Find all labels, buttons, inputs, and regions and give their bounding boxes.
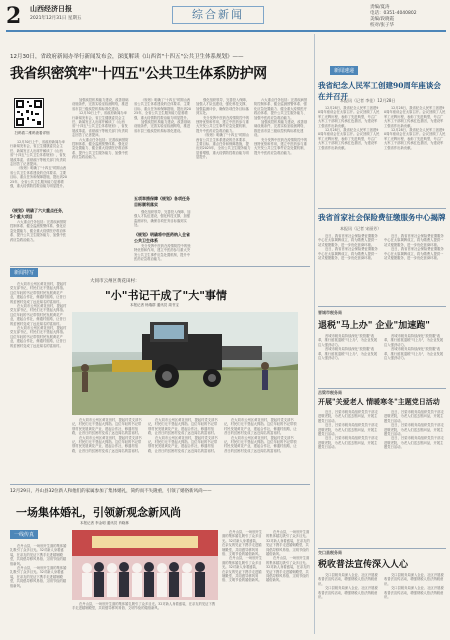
lead-column-3c — [134, 244, 192, 264]
lead-subhead-1: 《规划》明确了六大重点任务，5个重大项目 — [10, 208, 66, 219]
right-paragraph: 12月28日，我省纪念人民军工创建90周年座谈会在太原召开。会议回顾了人民军工光辉历程，表彰了先进典型，号召广大军工干部职工传承红色基因，为建设军工强省作出新贡献。 — [384, 128, 446, 150]
right-paragraph: 近日，吕梁市税务局组织党员干部走进敬老院，为老人们送去慰问品，开展主题党日活动。 — [384, 436, 444, 450]
feature-2-headline: 一场集体婚礼，引领新观念新风尚 — [16, 506, 181, 519]
feature-2-lead: 12月29日，丹山县32位新人和他们的家属参加了集体婚礼，简约而不失隆重，引领了婚俗新风尚—— — [10, 489, 212, 494]
qr-code[interactable] — [14, 98, 44, 128]
masthead-rule — [6, 30, 446, 32]
lead-column-5 — [254, 98, 309, 264]
lead-column-2 — [72, 98, 130, 264]
right-story-2-title: 我省首家社会保险费征缴服务中心揭牌 — [318, 213, 446, 222]
lead-paragraph: 《规划》明确了"十四五"时期山西省公共卫生体系建设的总体要求、主要目标、重点任务和保障措施，提出到2025年，全省公共卫生服务能力显著增强，重大疫情防控救治能力明显提升。 — [10, 166, 67, 189]
feature-1-column-2 — [72, 418, 144, 482]
lead-paragraph: 充分发挥中医药在疫情防控中的独特优势和作用，建立中医药参与重大突发公共卫生事件应急处置机制，提升中医药应急救治能力。 — [254, 137, 308, 155]
right-divider — [318, 548, 446, 549]
tax-2-title: 开展"关爱老人 情暖寒冬"主题党日活动 — [318, 397, 440, 406]
checker-line: 校对/张子华 — [370, 23, 395, 28]
lead-column-3 — [134, 98, 192, 193]
right-story-2-column-2 — [384, 234, 446, 304]
feature-paragraph: 在大同市云州区黄花田村，提起村党支部书记，村民们无不竖起大拇指。这位年轻的书记带领村民发展黄花产业，建起合作社，修通村组路，让昔日的贫困村变成了远近闻名的富裕村。 — [148, 418, 218, 436]
feature-1-column-3 — [148, 418, 220, 482]
right-story-1-title: 我省纪念人民军工创建90周年座谈会在并召开 — [318, 81, 441, 101]
lead-paragraph: 《规划》明确了"十四五"时期山西省公共卫生体系建设的总体要求、主要目标、重点任务和保障措施，提出到2025年，全省公共卫生服务能力显著增强，重大疫情防控救治能力明显提升。 — [196, 133, 251, 160]
harvester-photo-image — [72, 312, 298, 415]
right-paragraph: 晋城市税务局持续深化"放管服"改革，推行留抵退税"马上办"，为企业发展注入强劲动力。 — [384, 347, 444, 361]
right-paragraph: 交口县税务局深入企业、社区开展税收普法宣传活动，增强纳税人依法纳税意识。 — [384, 586, 444, 600]
right-story-1-column-1 — [318, 106, 380, 206]
feature-paragraph: 在丹山县，一场别开生面的集体婚礼吸引了众多目光。32对新人身着盛装，在亲友的见证下携手走进婚姻殿堂，共同倡导移风易俗、文明节俭的婚俗新风。 — [222, 556, 262, 583]
lead-subhead-2: 五项举措保障《规划》各项任务目标顺利落实 — [134, 196, 190, 207]
lead-paragraph: 12月30日上午，省政府新闻办举行新闻发布会，省卫生健康委员会主任、新闻发言人出席并解读了《山西省"十四五"公共卫生体系规划》，省发展改革委、省财政厅等相关部门负责同志回答了记者提问。 — [10, 140, 67, 167]
tax-2-column-2 — [384, 410, 446, 546]
right-paragraph: 近日，我省首家社会保险费征缴服务中心在太原揭牌成立，将为缴费人提供一站式便捷服务，进一步优化营商环境。 — [318, 247, 378, 261]
feature-2-column-4 — [266, 530, 310, 636]
right-paragraph: 近日，我省首家社会保险费征缴服务中心在太原揭牌成立，将为缴费人提供一站式便捷服务，进一步优化营商环境。 — [318, 234, 378, 247]
right-story-1-column-2 — [384, 106, 446, 206]
editor-line: 责编/夏涛 — [370, 5, 390, 10]
feature-paragraph: 在大同市云州区黄花田村，提起村党支部书记，村民们无不竖起大拇指。这位年轻的书记带领村民发展黄花产业，建起合作社，修通村组路，让昔日的贫困村变成了远近闻名的富裕村。 — [148, 435, 218, 453]
feature-1-column-1 — [10, 282, 68, 482]
feature-1-headline: "小"书记干成了"大"事情 — [105, 289, 227, 302]
date-line: 2021年12月31日 星期五 — [30, 16, 82, 21]
qr-caption: 扫码看二维码查看详细 — [14, 131, 50, 135]
feature-2-column-3 — [222, 530, 262, 636]
right-paragraph: 12月28日，我省纪念人民军工创建90周年座谈会在太原召开。会议回顾了人民军工光辉历程，表彰了先进典型，号召广大军工干部职工传承红色基因，为建设军工强省作出新贡献。 — [318, 106, 380, 128]
lead-paragraph: 加强疾控机构能力建设，改善基础设施条件，完善实验室检测网络，推进省市县三级疾控机构标准化建设。 — [72, 98, 129, 111]
lead-paragraph: 加强疾控机构能力建设，改善基础设施条件，完善实验室检测网络，推进省市县三级疾控机构标准化建设。 — [134, 120, 191, 133]
paper-name: 山西经济日报 — [30, 5, 72, 13]
feature-2-byline: 本报记者 李金明 通讯员 肖晓林 — [80, 521, 129, 525]
harvester-photo — [72, 312, 298, 415]
feature-paragraph: 在大同市云州区黄花田村，提起村党支部书记，村民们无不竖起大拇指。这位年轻的书记带领村民发展黄花产业，建起合作社，修通村组路，让昔日的贫困村变成了远近闻名的富裕村。 — [224, 435, 297, 453]
feature-2-column-1 — [10, 544, 68, 636]
feature-2-column-2 — [72, 602, 218, 636]
lead-column-1b — [10, 220, 68, 262]
right-paragraph: 晋城市税务局持续深化"放管服"改革，推行留抵退税"马上办"，为企业发展注入强劲动力。 — [318, 347, 378, 361]
lead-paragraph: 充分发挥中医药在疫情防控中的独特优势和作用，建立中医药参与重大突发公共卫生事件应急处置机制，提升中医药应急救治能力。 — [134, 244, 191, 262]
right-paragraph: 晋城市税务局持续深化"放管服"改革，推行留抵退税"马上办"，为企业发展注入强劲动力。 — [384, 334, 444, 347]
right-paragraph: 近日，我省首家社会保险费征缴服务中心在太原揭牌成立，将为缴费人提供一站式便捷服务，进一步优化营商环境。 — [384, 234, 444, 247]
feature-paragraph: 在大同市云州区黄花田村，提起村党支部书记，村民们无不竖起大拇指。这位年轻的书记带领村民发展黄花产业，建起合作社，修通村组路，让昔日的贫困村变成了远近闻名的富裕村。 — [224, 418, 297, 436]
feature-paragraph: 在大同市云州区黄花田村，提起村党支部书记，村民们无不竖起大拇指。这位年轻的书记带领村民发展黄花产业，建起合作社，修通村组路，让昔日的贫困村变成了远近闻名的富裕村。 — [10, 326, 67, 348]
phone-line: 电话：0351-4040802 — [370, 11, 417, 16]
right-paragraph: 近日，吕梁市税务局组织党员干部走进敬老院，为老人们送去慰问品，开展主题党日活动。 — [318, 436, 378, 450]
tax-1-title: 退税"马上办" 企业"加速跑" — [318, 321, 430, 331]
lead-kicker: 12月30日，省政府新闻办举行新闻发布会，深度解读《山西省"十四五"公共卫生体系规划》—— — [10, 54, 244, 60]
feature-paragraph: 在大同市云州区黄花田村，提起村党支部书记，村民们无不竖起大拇指。这位年轻的书记带领村民发展黄花产业，建起合作社，修通村组路，让昔日的贫困村变成了远近闻名的富裕村。 — [10, 304, 67, 326]
right-story-2-byline: 本报讯（记者 宋丽芳） — [340, 226, 382, 231]
right-divider — [318, 306, 446, 307]
column-tab: 新闻特写 — [10, 268, 38, 277]
tax-3-column-1 — [318, 573, 380, 636]
tax-1-tag: 晋城市税务局 — [318, 310, 342, 315]
right-divider — [318, 388, 446, 389]
lead-headline: 我省织密筑牢"十四五"公共卫生体系防护网 — [10, 66, 267, 82]
lead-subhead-3: 《规划》明确将中医药纳入全省公共卫生体系 — [134, 232, 190, 243]
tax-3-tag: 交口县税务局 — [318, 550, 342, 555]
right-paragraph: 近日，我省首家社会保险费征缴服务中心在太原揭牌成立，将为缴费人提供一站式便捷服务，进一步优化营商环境。 — [384, 247, 444, 261]
section-divider — [10, 266, 310, 267]
right-paragraph: 12月28日，我省纪念人民军工创建90周年座谈会在太原召开。会议回顾了人民军工光辉历程，表彰了先进典型，号召广大军工干部职工传承红色基因，为建设军工强省作出新贡献。 — [384, 106, 446, 128]
feature-paragraph: 在大同市云州区黄花田村，提起村党支部书记，村民们无不竖起大拇指。这位年轻的书记带领村民发展黄花产业，建起合作社，修通村组路，让昔日的贫困村变成了远近闻名的富裕村。 — [10, 282, 67, 304]
wedding-photo-image — [72, 530, 218, 600]
tax-2-column-1 — [318, 410, 380, 546]
page-number: 2 — [6, 3, 22, 29]
right-paragraph: 近日，吕梁市税务局组织党员干部走进敬老院，为老人们送去慰问品，开展主题党日活动。 — [384, 410, 444, 423]
feature-paragraph: 在大同市云州区黄花田村，提起村党支部书记，村民们无不竖起大拇指。这位年轻的书记带领村民发展黄花产业，建起合作社，修通村组路，让昔日的贫困村变成了远近闻名的富裕村。 — [72, 418, 142, 436]
tax-3-column-2 — [384, 573, 446, 636]
section-divider — [10, 484, 310, 485]
right-paragraph: 近日，吕梁市税务局组织党员干部走进敬老院，为老人们送去慰问品，开展主题党日活动。 — [318, 410, 378, 423]
tax-1-column-2 — [384, 334, 446, 386]
lead-paragraph: 充分发挥中医药在疫情防控中的独特优势和作用，建立中医药参与重大突发公共卫生事件应急处置机制，提升中医药应急救治能力。 — [196, 115, 250, 133]
lead-paragraph: 强化组织领导，完善投入保障，加强人才队伍建设，强化科技支撑，加强监测评价，确保各项任务目标落到实处。 — [196, 98, 250, 116]
right-paragraph: 交口县税务局深入企业、社区开展税收普法宣传活动，增强纳税人依法纳税意识。 — [384, 573, 444, 586]
tax-1-column-1 — [318, 334, 380, 386]
lead-column-3b — [134, 210, 192, 230]
right-story-1-byline: 本报讯（记者 李佳）12月28日 — [340, 98, 396, 103]
right-paragraph: 近日，吕梁市税务局组织党员干部走进敬老院，为老人们送去慰问品，开展主题党日活动。 — [384, 423, 444, 437]
right-tab: 新闻速递 — [330, 66, 358, 75]
feature-paragraph: 在丹山县，一场别开生面的集体婚礼吸引了众多目光。32对新人身着盛装，在亲友的见证下携手走进婚姻殿堂，共同倡导移风易俗、文明节俭的婚俗新风。 — [10, 544, 67, 566]
lead-paragraph: 强化组织领导，完善投入保障，加强人才队伍建设，强化科技支撑，加强监测评价，确保各项任务目标落到实处。 — [134, 210, 191, 228]
feature-1-column-4 — [224, 418, 298, 482]
tax-3-title: 税收普法宣传深入人心 — [318, 560, 409, 570]
right-paragraph: 12月28日，我省纪念人民军工创建90周年座谈会在太原召开。会议回顾了人民军工光辉历程，表彰了先进典型，号召广大军工干部职工传承红色基因，为建设军工强省作出新贡献。 — [318, 128, 380, 150]
lead-paragraph: 六大重点任务包括：完善疾病预防控制体系、健全监测预警体系、强化应急处置能力、健全重大疫情医疗救治体系、提升公共卫生服务能力、加强中医药应急救治能力。 — [72, 137, 129, 160]
right-paragraph: 近日，吕梁市税务局组织党员干部走进敬老院，为老人们送去慰问品，开展主题党日活动。 — [318, 423, 378, 437]
feature-1-byline: 本报记者 杨瑞群 通讯员 周书宝 — [130, 303, 179, 307]
section-label: 综合新闻 — [172, 6, 264, 24]
feature-paragraph: 在丹山县，一场别开生面的集体婚礼吸引了众多目光。32对新人身着盛装，在亲友的见证下携手走进婚姻殿堂，共同倡导移风易俗、文明节俭的婚俗新风。 — [72, 602, 216, 611]
tax-2-tag: 吕梁市税务局 — [318, 390, 342, 395]
designer-line: 美编/段晓霞 — [370, 17, 395, 22]
feature-paragraph: 在丹山县，一场别开生面的集体婚礼吸引了众多目光。32对新人身着盛装，在亲友的见证下携手走进婚姻殿堂，共同倡导移风易俗、文明节俭的婚俗新风。 — [266, 530, 310, 557]
right-paragraph: 交口县税务局深入企业、社区开展税收普法宣传活动，增强纳税人依法纳税意识。 — [318, 586, 378, 600]
feature-paragraph: 在丹山县，一场别开生面的集体婚礼吸引了众多目光。32对新人身着盛装，在亲友的见证下携手走进婚姻殿堂，共同倡导移风易俗、文明节俭的婚俗新风。 — [266, 556, 310, 583]
feature-1-lead: 大同市云州区黄花田村： — [90, 279, 140, 284]
right-paragraph: 交口县税务局深入企业、社区开展税收普法宣传活动，增强纳税人依法纳税意识。 — [318, 573, 378, 586]
lead-paragraph: 加强疾控机构能力建设，改善基础设施条件，完善实验室检测网络，推进省市县三级疾控机构标准化建设。 — [254, 120, 308, 138]
lead-paragraph: 12月30日上午，省政府新闻办举行新闻发布会，省卫生健康委员会主任、新闻发言人出席并解读了《山西省"十四五"公共卫生体系规划》，省发展改革委、省财政厅等相关部门负责同志回答了记者提问。 — [72, 111, 129, 138]
feature-paragraph: 在丹山县，一场别开生面的集体婚礼吸引了众多目光。32对新人身着盛装，在亲友的见证下携手走进婚姻殿堂，共同倡导移风易俗、文明节俭的婚俗新风。 — [10, 566, 67, 588]
qr-code-icon — [15, 99, 43, 127]
column-separator — [314, 34, 315, 634]
feature-2-tab: 一线传真 — [10, 530, 38, 539]
right-divider — [318, 208, 446, 209]
right-story-2-column-1 — [318, 234, 380, 304]
lead-paragraph: 六大重点任务包括：完善疾病预防控制体系、健全监测预警体系、强化应急处置能力、健全重大疫情医疗救治体系、提升公共卫生服务能力、加强中医药应急救治能力。 — [10, 220, 67, 242]
right-paragraph: 晋城市税务局持续深化"放管服"改革，推行留抵退税"马上办"，为企业发展注入强劲动力。 — [318, 334, 378, 347]
lead-paragraph: 《规划》明确了"十四五"时期山西省公共卫生体系建设的总体要求、主要目标、重点任务和保障措施，提出到2025年，全省公共卫生服务能力显著增强，重大疫情防控救治能力明显提升。 — [134, 98, 191, 120]
feature-paragraph: 在丹山县，一场别开生面的集体婚礼吸引了众多目光。32对新人身着盛装，在亲友的见证下携手走进婚姻殿堂，共同倡导移风易俗、文明节俭的婚俗新风。 — [222, 530, 262, 557]
lead-paragraph: 六大重点任务包括：完善疾病预防控制体系、健全监测预警体系、强化应急处置能力、健全重大疫情医疗救治体系、提升公共卫生服务能力、加强中医药应急救治能力。 — [254, 98, 308, 120]
lead-column-4 — [196, 98, 251, 264]
wedding-photo — [72, 530, 218, 600]
feature-paragraph: 在大同市云州区黄花田村，提起村党支部书记，村民们无不竖起大拇指。这位年轻的书记带领村民发展黄花产业，建起合作社，修通村组路，让昔日的贫困村变成了远近闻名的富裕村。 — [72, 435, 142, 453]
